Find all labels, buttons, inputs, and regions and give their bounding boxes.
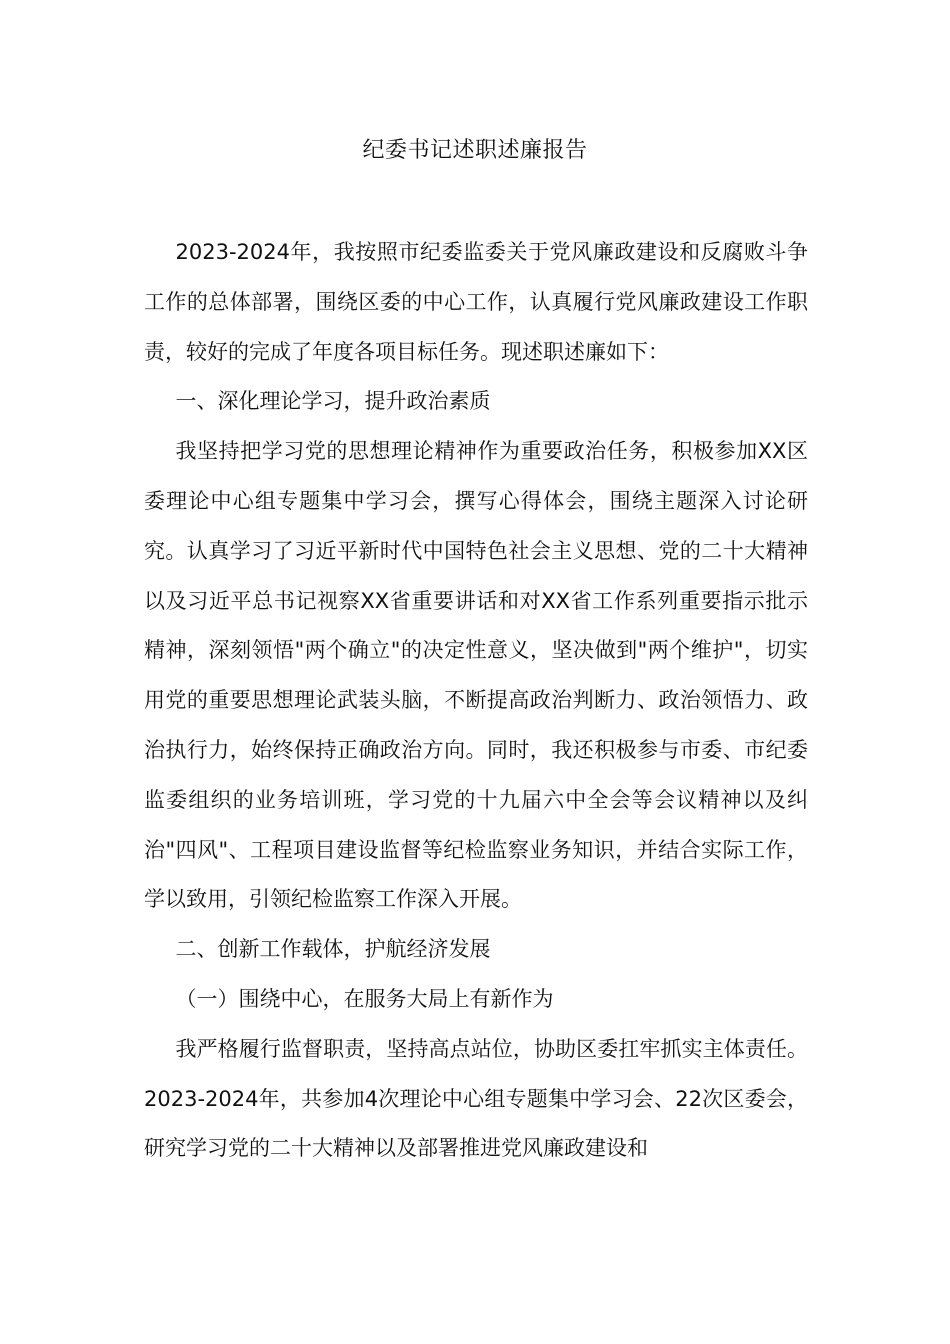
- section-heading-1: 一、深化理论学习，提升政治素质: [175, 389, 491, 414]
- document-body: [144, 228, 808, 1174]
- section-1-paragraph: 我坚持把学习党的思想理论精神作为重要政治任务，积极参加XX区委理论中心组专题集中学习会，撰写心得体会，围绕主题深入讨论研究。认真学习了习近平新时代中国特色社会主义思想、党的二十大精神以及习近平总书记视察XX省重要讲话和对XX省工作系列重要指示批示精神，深刻领悟"两个确立"的决定性意义，坚决做到"两个维护"，切实用党的重要思想理论武装头脑，不断提高政治判断力、政治领悟力、政治执行力，始终保持正确政治方向。同时，我还积极参与市委、市纪委监委组织的业务培训班，学习党的十九届六中全会等会议精神以及纠治"四风"、工程项目建设监督等纪检监察业务知识，并结合实际工作，学以致用，引领纪检监察工作深入开展。: [144, 439, 808, 912]
- section-heading-2: 二、创新工作载体，护航经济发展: [175, 937, 491, 962]
- subsection-heading-1: （一）围绕中心，在服务大局上有新作为: [175, 986, 554, 1011]
- document-title: 纪委书记述职述廉报告: [362, 138, 588, 163]
- intro-paragraph: 2023-2024年，我按照市纪委监委关于党风廉政建设和反腐败斗争工作的总体部署，围绕区委的中心工作，认真履行党风廉政建设工作职责，较好的完成了年度各项目标任务。现述职述廉如下：: [144, 240, 808, 364]
- subsection-1-paragraph: 我严格履行监督职责，坚持高点站位，协助区委扛牢抓实主体责任。2023-2024年，共参加4次理论中心组专题集中学习会、22次区委会，研究学习党的二十大精神以及部署推进党风廉政建设和: [144, 1036, 808, 1161]
